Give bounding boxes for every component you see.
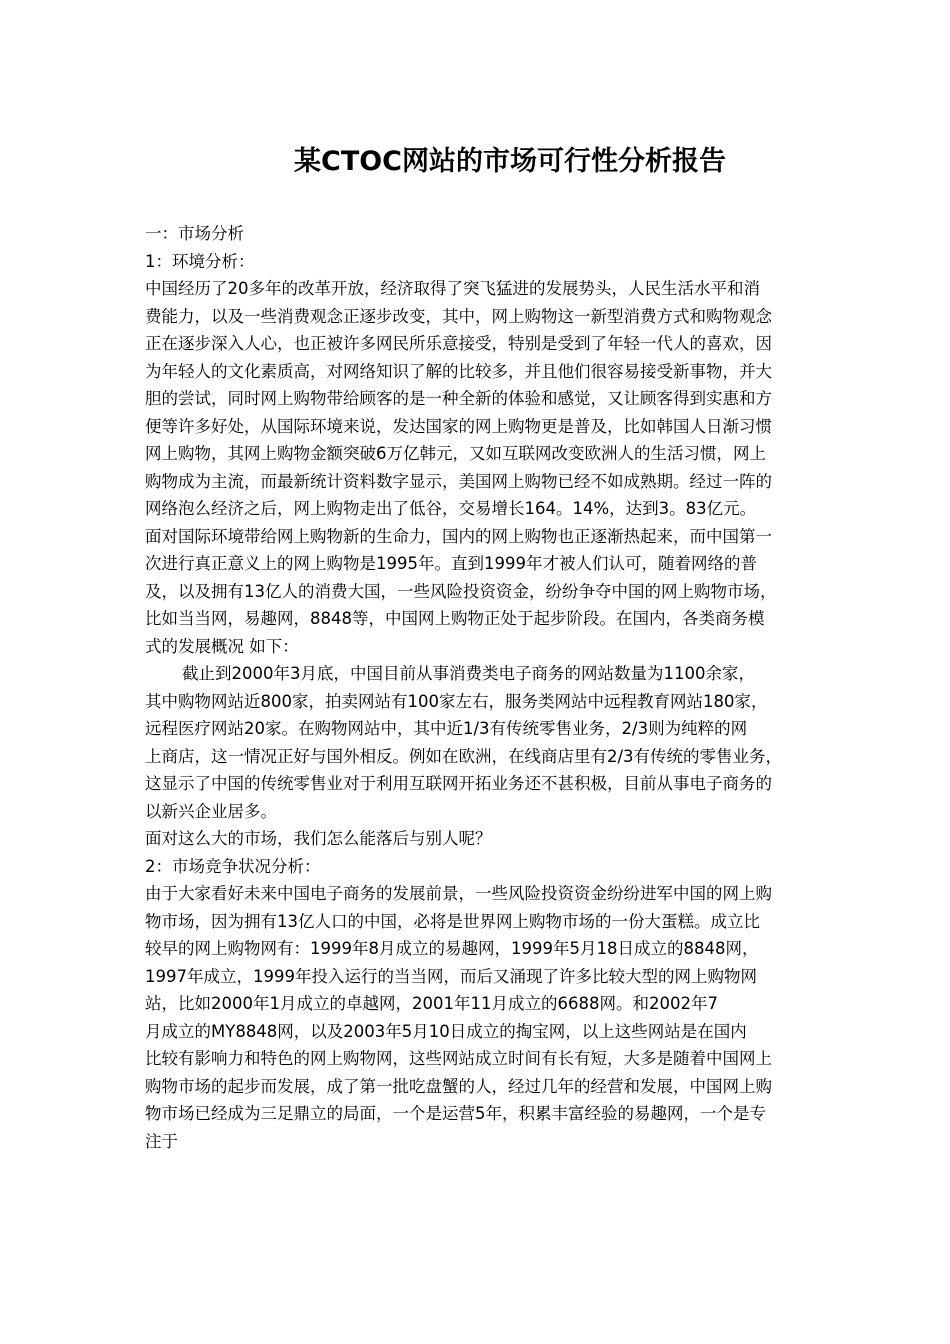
paragraph-line: 网上购物，其网上购物金额突破6万亿韩元，又如互联网改变欧洲人的生活习惯，网上 bbox=[145, 444, 766, 463]
paragraph-line: 及，以及拥有13亿人的消费大国，一些风险投资资金，纷纷争夺中国的网上购物市场， bbox=[145, 581, 777, 601]
paragraph-line: 费能力，以及一些消费观念正逐步改变，其中，网上购物这一新型消费方式和购物观念 bbox=[145, 306, 772, 326]
paragraph-line: 物市场已经成为三足鼎立的局面，一个是运营5年，积累丰富经验的易趣网，一个是专 bbox=[145, 1104, 766, 1123]
paragraph-line: 比较有影响力和特色的网上购物网，这些网站成立时间有长有短，大多是随着中国网上 bbox=[145, 1049, 772, 1068]
paragraph-line: 其中购物网站近800家，拍卖网站有100家左右，服务类网站中远程教育网站180家， bbox=[145, 691, 768, 711]
paragraph-line: 次进行真正意义上的网上购物是1995年。直到1999年才被人们认可，随着网络的普 bbox=[145, 554, 757, 573]
paragraph-line: 购物成为主流，而最新统计资料数字显示，美国网上购物已经不如成熟期。经过一阵的 bbox=[145, 471, 772, 491]
paragraph-line: 面对这么大的市场，我们怎么能落后与别人呢？ bbox=[145, 829, 492, 848]
paragraph-line: 站，比如2000年1月成立的卓越网，2001年11月成立的6688网。和2002年7 bbox=[145, 994, 718, 1013]
paragraph-line: 注于 bbox=[145, 1131, 178, 1151]
paragraph-line: 式的发展概况 如下： bbox=[145, 636, 299, 656]
subsection-heading-environment: 1：环境分析： bbox=[145, 251, 255, 271]
paragraph-line: 面对国际环境带给网上购物新的生命力，国内的网上购物也正逐渐热起来，而中国第一 bbox=[145, 526, 772, 546]
paragraph-line: 月成立的MY8848网，以及2003年5月10日成立的掏宝网，以上这些网站是在国内 bbox=[145, 1021, 747, 1041]
paragraph-line: 较早的网上购物网有：1999年8月成立的易趣网，1999年5月18日成立的8848网， bbox=[145, 939, 759, 958]
paragraph-line: 网络泡么经济之后，网上购物走出了低谷，交易增长164。14%，达到3。83亿元。 bbox=[145, 499, 757, 518]
paragraph-line: 正在逐步深入人心，也正被许多网民所乐意接受，特别是受到了年轻一代人的喜欢，因 bbox=[145, 334, 772, 353]
paragraph-line: 胆的尝试，同时网上购物带给顾客的是一种全新的体验和感觉，又让顾客得到实惠和方 bbox=[145, 389, 772, 408]
paragraph-line: 中国经历了20多年的改革开放，经济取得了突飞猛进的发展势头，人民生活水平和消 bbox=[145, 279, 760, 298]
paragraph-line: 截止到2000年3月底，中国目前从事消费类电子商务的网站数量为1100余家， bbox=[182, 664, 755, 683]
section-heading-market-analysis: 一：市场分析 bbox=[145, 224, 244, 243]
document-title: 某CTOC网站的市场可行性分析报告 bbox=[294, 146, 726, 177]
paragraph-line: 1997年成立，1999年投入运行的当当网，而后又涌现了许多比较大型的网上购物网 bbox=[145, 966, 757, 986]
paragraph-line: 比如当当网，易趣网，8848等，中国网上购物正处于起步阶段。在国内，各类商务模 bbox=[145, 609, 765, 628]
paragraph-line: 远程医疗网站20家。在购物网站中，其中近1/3有传统零售业务，2/3则为纯粹的网 bbox=[145, 719, 748, 738]
paragraph-line: 由于大家看好未来中国电子商务的发展前景，一些风险投资资金纷纷进军中国的网上购 bbox=[145, 884, 772, 903]
document-body bbox=[145, 220, 890, 1155]
paragraph-line: 便等许多好处，从国际环境来说，发达国家的网上购物更是普及，比如韩国人日渐习惯 bbox=[145, 416, 772, 436]
paragraph-line: 购物市场的起步而发展，成了第一批吃盘蟹的人，经过几年的经营和发展，中国网上购 bbox=[145, 1076, 772, 1096]
paragraph-line: 为年轻人的文化素质高，对网络知识了解的比较多，并且他们很容易接受新事物，并大 bbox=[145, 361, 772, 381]
subsection-heading-competition: 2：市场竞争状况分析： bbox=[145, 856, 321, 876]
paragraph-line: 以新兴企业居多。 bbox=[145, 801, 277, 821]
paragraph-line: 这显示了中国的传统零售业对于利用互联网开拓业务还不甚积极，目前从事电子商务的 bbox=[145, 774, 772, 793]
paragraph-line: 上商店，这一情况正好与国外相反。例如在欧洲，在线商店里有2/3有传统的零售业务， bbox=[145, 746, 783, 766]
paragraph-line: 物市场，因为拥有13亿人口的中国，必将是世界网上购物市场的一份大蛋糕。成立比 bbox=[145, 911, 760, 931]
